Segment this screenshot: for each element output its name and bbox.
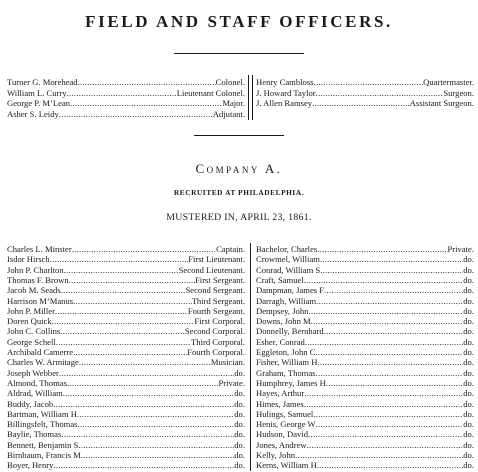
person-rank: do. <box>234 450 245 460</box>
roster-row <box>7 388 245 398</box>
roster-row <box>7 316 245 326</box>
roster-row <box>256 244 474 254</box>
dot-leader <box>312 98 410 108</box>
dot-leader <box>53 460 234 470</box>
person-name: Hulings, Samuel <box>256 408 314 419</box>
person-rank: do. <box>463 367 474 378</box>
person-rank: do. <box>463 429 474 440</box>
dot-leader <box>304 399 464 409</box>
dot-leader <box>320 254 463 264</box>
person-rank: do. <box>463 336 474 347</box>
person-rank: Third Sergeant. <box>191 295 245 306</box>
person-rank: do. <box>463 439 474 450</box>
dot-leader <box>78 419 235 429</box>
roster-row <box>256 388 474 398</box>
roster-row <box>256 419 474 429</box>
person-rank: First Sergeant. <box>195 274 245 285</box>
dot-leader <box>56 337 191 347</box>
roster-row <box>7 450 245 460</box>
dot-leader <box>307 440 464 450</box>
roster-row <box>7 109 245 119</box>
person-name: Baylie, Thomas <box>7 429 62 440</box>
person-name: Joseph Webber <box>7 367 59 378</box>
person-name: Donnelly, Bernhard <box>256 326 324 337</box>
roster-row <box>7 254 245 264</box>
roster-row <box>256 450 474 460</box>
person-name: John P. Miller <box>7 305 55 316</box>
person-name: Jones, Andrew <box>256 439 307 450</box>
dot-leader <box>81 450 234 460</box>
person-rank: Quartermaster. <box>423 77 474 87</box>
roster-row <box>7 306 245 316</box>
person-name: Birnbaum, Francis M <box>7 450 81 460</box>
person-rank: do. <box>463 347 474 357</box>
person-name: J. Howard Taylor <box>256 87 316 98</box>
dot-leader <box>78 440 234 450</box>
person-name: Almond, Thomas <box>7 377 67 388</box>
roster-row <box>256 368 474 378</box>
person-name: Asher S. Leidy <box>7 108 59 119</box>
roster-row <box>256 98 474 108</box>
roster-row <box>256 460 474 470</box>
person-rank: Colonel. <box>215 77 245 87</box>
dot-leader <box>52 316 195 326</box>
dot-leader <box>78 77 216 87</box>
person-name: Graham, Thomas <box>256 367 316 378</box>
roster-row <box>256 347 474 357</box>
roster-row <box>7 296 245 306</box>
person-rank: Major. <box>222 98 245 108</box>
dot-leader <box>313 409 463 419</box>
person-name: Dampman, James F <box>256 285 325 296</box>
person-name: Henry Cambloss <box>256 77 314 87</box>
dot-leader <box>324 285 463 295</box>
person-name: Doren Quick <box>7 316 52 327</box>
person-name: Buddy, Jacob <box>7 398 54 409</box>
person-rank: do. <box>463 264 474 275</box>
roster-row <box>7 347 245 357</box>
dot-leader <box>311 316 464 326</box>
person-rank: Private. <box>218 377 245 388</box>
dot-leader <box>70 98 222 108</box>
roster-row <box>7 275 245 285</box>
dot-leader <box>316 88 444 98</box>
dot-leader <box>50 254 188 264</box>
person-rank: First Lieutenant. <box>188 254 245 265</box>
person-rank: Musician. <box>210 357 245 368</box>
dot-leader <box>315 347 463 357</box>
person-rank: do. <box>463 388 474 399</box>
person-rank: do. <box>463 274 474 285</box>
dot-leader <box>53 399 234 409</box>
roster-row <box>7 357 245 367</box>
person-rank: do. <box>463 419 474 430</box>
person-rank: do. <box>463 357 474 368</box>
person-rank: Third Corporal. <box>191 336 245 347</box>
person-rank: do. <box>463 254 474 265</box>
person-rank: Assistant Surgeon. <box>409 98 474 108</box>
person-rank: do. <box>234 367 245 378</box>
person-rank: Second Lieutenant. <box>178 264 245 275</box>
person-name: Kelly, John <box>256 450 296 460</box>
person-name: George Schell <box>7 336 56 347</box>
person-rank: do. <box>463 295 474 306</box>
roster-row <box>7 409 245 419</box>
roster-row <box>256 409 474 419</box>
roster-row <box>7 285 245 295</box>
roster-row <box>7 337 245 347</box>
person-rank: Surgeon. <box>443 87 474 98</box>
roster-row <box>7 440 245 450</box>
person-name: Henis, George W <box>256 419 316 430</box>
recruited-line: RECRUITED AT PHILADELPHIA. <box>173 188 305 197</box>
person-name: Jacob M. Seads <box>7 285 61 296</box>
person-name: Downs, John M <box>256 316 311 327</box>
person-name: Dempsey, John <box>256 305 309 316</box>
person-name: Humphrey, James H <box>256 377 326 388</box>
person-name: Fisher, William H <box>256 357 318 368</box>
person-rank: Fourth Sergeant. <box>187 305 245 316</box>
person-name: Hayes, Arthur <box>256 388 305 399</box>
person-name: Charles W. Armitage <box>7 357 79 368</box>
person-name: Hudson, David <box>256 429 309 440</box>
person-rank: do. <box>234 460 245 471</box>
page-title: FIELD AND STAFF OFFICERS. <box>85 12 393 31</box>
person-rank: do. <box>234 398 245 409</box>
person-name: Aldrad, William <box>7 388 63 399</box>
person-rank: do. <box>463 285 474 296</box>
person-rank: Fourth Corporal. <box>187 347 245 357</box>
company-divider <box>250 243 251 471</box>
person-rank: do. <box>463 316 474 327</box>
person-name: John P. Charlton <box>7 264 64 275</box>
roster-row <box>7 98 245 108</box>
roster-row <box>256 440 474 450</box>
dot-leader <box>295 450 463 460</box>
dot-leader <box>317 244 447 254</box>
person-name: George P. M’Lean <box>7 98 71 108</box>
person-rank: do. <box>463 305 474 316</box>
person-name: John C. Collins <box>7 326 61 337</box>
person-rank: do. <box>234 419 245 430</box>
person-name: Thomas F. Brown <box>7 274 69 285</box>
dot-leader <box>61 429 234 439</box>
dot-leader <box>305 337 463 347</box>
dot-leader <box>308 306 463 316</box>
person-name: Bachelor, Charles <box>256 244 318 254</box>
dot-leader <box>61 285 186 295</box>
dot-leader <box>73 347 187 357</box>
person-rank: Second Sergeant. <box>185 285 245 296</box>
roster-row <box>7 399 245 409</box>
person-name: Crowmel, William <box>256 254 320 265</box>
dot-leader <box>304 388 463 398</box>
mustered-line: MUSTERED IN, APRIL 23, 1861. <box>166 212 312 223</box>
person-name: Kerns, William H <box>256 460 317 471</box>
roster-row <box>256 378 474 388</box>
roster-row <box>256 399 474 409</box>
roster-row <box>256 306 474 316</box>
person-rank: do. <box>234 408 245 419</box>
roster-row <box>256 285 474 295</box>
person-rank: do. <box>463 326 474 337</box>
person-rank: do. <box>463 408 474 419</box>
company-title: Company A. <box>195 161 283 176</box>
person-name: Darragh, William <box>256 295 317 306</box>
dot-leader <box>60 326 185 336</box>
roster-row <box>256 357 474 367</box>
person-name: Archibald Camerre <box>7 347 74 357</box>
roster-row <box>256 296 474 306</box>
dot-leader <box>317 357 463 367</box>
person-name: Turner G. Morehead <box>7 77 78 87</box>
roster-row <box>256 337 474 347</box>
dot-leader <box>326 378 463 388</box>
person-name: Bartman, William H <box>7 408 77 419</box>
person-name: Isdor Hirsch <box>7 254 50 265</box>
dot-leader <box>79 357 211 367</box>
field-staff-divider <box>248 75 253 120</box>
person-name: Boyer, Henry <box>7 460 54 471</box>
person-name: Bennett, Benjamin S <box>7 439 79 450</box>
person-rank: do. <box>234 429 245 440</box>
person-rank: do. <box>463 460 474 471</box>
roster-row <box>7 378 245 388</box>
roster-row <box>256 77 474 87</box>
dot-leader <box>72 244 216 254</box>
roster-row <box>256 88 474 98</box>
section-rule <box>194 135 284 136</box>
roster-row <box>7 77 245 87</box>
dot-leader <box>67 378 219 388</box>
dot-leader <box>320 265 463 275</box>
roster-row <box>7 88 245 98</box>
person-name: Charles L. Minster <box>7 244 72 254</box>
person-rank: Lieutenant Colonel. <box>176 87 245 98</box>
dot-leader <box>63 388 234 398</box>
roster-row <box>7 368 245 378</box>
roster-row <box>256 326 474 336</box>
person-name: William L. Curry <box>7 87 67 98</box>
person-name: Esher, Conrad <box>256 336 305 347</box>
dot-leader <box>314 77 424 87</box>
person-rank: Adjutant. <box>212 108 245 119</box>
person-name: Craft, Samuel <box>256 274 304 285</box>
roster-row <box>256 254 474 264</box>
roster-row <box>256 429 474 439</box>
dot-leader <box>64 265 179 275</box>
roster-row <box>7 244 245 254</box>
roster-row <box>7 326 245 336</box>
dot-leader <box>69 275 195 285</box>
person-name: Himes, James <box>256 398 304 409</box>
title-rule <box>174 53 304 54</box>
dot-leader <box>55 306 188 316</box>
person-rank: do. <box>234 388 245 399</box>
person-rank: First Corporal. <box>194 316 245 327</box>
roster-row <box>7 419 245 429</box>
dot-leader <box>317 460 463 470</box>
roster-row <box>256 265 474 275</box>
roster-row <box>7 460 245 470</box>
dot-leader <box>308 429 463 439</box>
dot-leader <box>73 296 192 306</box>
roster-row <box>7 429 245 439</box>
person-name: Billingsfelt, Thomas <box>7 419 78 430</box>
dot-leader <box>67 88 177 98</box>
roster-row <box>256 316 474 326</box>
person-rank: do. <box>463 377 474 388</box>
dot-leader <box>316 419 464 429</box>
roster-row <box>256 275 474 285</box>
person-rank: do. <box>463 398 474 409</box>
person-name: Eggleton, John C <box>256 347 316 357</box>
person-rank: do. <box>463 450 474 460</box>
dot-leader <box>59 109 213 119</box>
person-name: Conrad, William S <box>256 264 321 275</box>
dot-leader <box>59 368 234 378</box>
dot-leader <box>324 326 464 336</box>
person-name: Harrison M’Manus <box>7 295 74 306</box>
person-rank: Captain. <box>216 244 245 254</box>
roster-row <box>7 265 245 275</box>
person-name: J. Allen Ramsey <box>256 98 313 108</box>
person-rank: Second Corporal. <box>184 326 245 337</box>
dot-leader <box>304 275 464 285</box>
person-rank: Private. <box>447 244 474 254</box>
dot-leader <box>77 409 234 419</box>
dot-leader <box>316 368 464 378</box>
person-rank: do. <box>234 439 245 450</box>
dot-leader <box>316 296 463 306</box>
